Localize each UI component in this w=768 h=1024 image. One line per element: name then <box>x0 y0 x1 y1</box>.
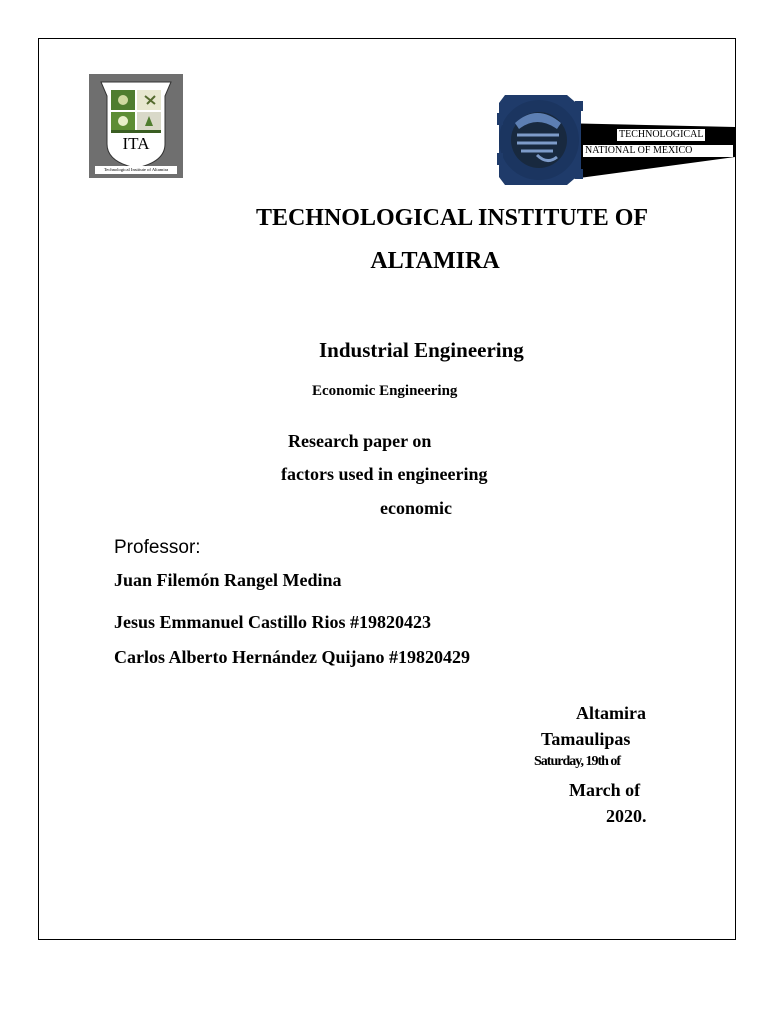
ita-logo-text: ITA <box>122 134 150 153</box>
topic-line2: factors used in engineering <box>281 464 488 484</box>
topic-line3: economic <box>380 498 452 518</box>
student-2: Carlos Alberto Hernández Quijano #19820429 <box>114 647 470 667</box>
ita-logo-footer: Technological Institute of Altamira <box>95 166 177 174</box>
institute-title-line1: TECHNOLOGICAL INSTITUTE OF <box>255 205 649 231</box>
subject-name: Economic Engineering <box>312 383 458 399</box>
tecnm-logo-line1: TECHNOLOGICAL <box>619 129 704 140</box>
professor-name: Juan Filemón Rangel Medina <box>114 570 342 590</box>
city: Altamira <box>576 703 646 723</box>
tecnm-logo <box>497 93 735 187</box>
date-line2: March of <box>569 780 641 800</box>
state: Tamaulipas <box>541 729 631 749</box>
career-name: Industrial Engineering <box>319 338 524 362</box>
student-1: Jesus Emmanuel Castillo Rios #19820423 <box>114 612 432 632</box>
institute-title-line2: ALTAMIRA <box>370 248 500 274</box>
tecnm-logo-line2: NATIONAL OF MEXICO <box>583 145 733 157</box>
ita-crest-logo <box>89 74 183 178</box>
topic-line1: Research paper on <box>288 431 432 451</box>
date-line1: Saturday, 19th of <box>534 754 621 769</box>
professor-label: Professor: <box>114 537 201 558</box>
date-line3: 2020. <box>606 806 647 826</box>
